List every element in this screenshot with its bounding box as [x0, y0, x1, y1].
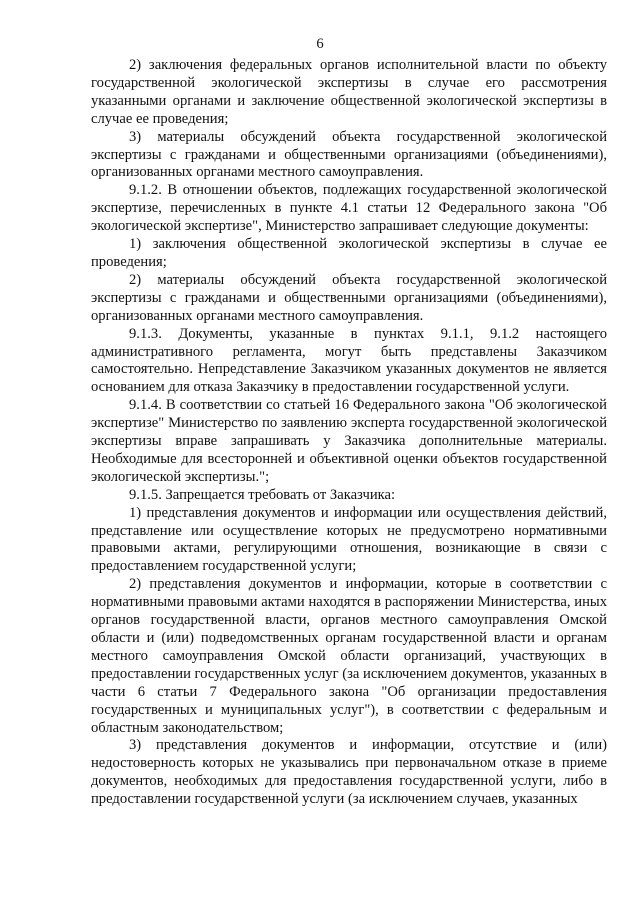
paragraph-9-1-2-item-1: 1) заключения общественной экологической экспертизы в случае ее проведения;	[91, 236, 607, 270]
paragraph-item-2-conclusions: 2) заключения федеральных органов исполнительной власти по объекту государственной экологической экспертизы в случае его рассмотрения указанными органами и заключение общественной экологической экспертизы в случае ее проведения;	[91, 57, 607, 127]
paragraph-section-9-1-4: 9.1.4. В соответствии со статьей 16 Федерального закона "Об экологической экспертизе" Министерство по заявлению эксперта государственной экологической экспертизы вправе запрашивать у Заказчика дополнительные материалы. Необходимые для всесторонней и объективной оценки объектов государственной экологической экспертизы.";	[91, 397, 607, 485]
paragraph-section-9-1-3: 9.1.3. Документы, указанные в пунктах 9.1.1, 9.1.2 настоящего административного регламента, могут быть представлены Заказчиком самостоятельно. Непредставление Заказчиком указанных документов не является основанием для отказа Заказчику в предоставлении государственной услуги.	[91, 325, 607, 396]
page-number: 6	[316, 36, 324, 52]
paragraph-9-1-5-item-3: 3) представления документов и информации, отсутствие и (или) недостоверность которых не указывались при первоначальном отказе в приеме документов, необходимых для предоставления государственной услуги, либо в предоставлении государственной услуги (за исключением случаев, указанных	[91, 737, 607, 808]
paragraph-9-1-5-item-1: 1) представления документов и информации или осуществления действий, представление или осуществление которых не предусмотрено нормативными правовыми актами, регулирующими отношения, возникающие в связи с предоставлением государственной услуги;	[91, 504, 607, 575]
paragraph-section-9-1-2: 9.1.2. В отношении объектов, подлежащих государственной экологической экспертизе, перечисленных в пункте 4.1 статьи 12 Федерального закона "Об экологической экспертизе", Министерство запрашивает следующие документы:	[91, 182, 607, 235]
paragraph-9-1-5-item-2: 2) представления документов и информации, которые в соответствии с нормативными правовыми актами находятся в распоряжении Министерства, иных органов государственной власти, органов местного самоуправления Омской области и (или) подведомственных органам государственной власти и органам местного самоуправления Омской области организаций, участвующих в предоставлении государственных услуг (за исключением документов, указанных в части 6 статьи 7 Федерального закона "Об организации предоставления государственных и муниципальных услуг"), в соответствии с федеральным и областным законодательством;	[91, 576, 607, 736]
paragraph-9-1-2-item-2: 2) материалы обсуждений объекта государственной экологической экспертизы с гражданами и общественными организациями (объединениями), организованных органами местного самоуправления.	[91, 271, 607, 324]
paragraph-item-3-materials: 3) материалы обсуждений объекта государственной экологической экспертизы с гражданами и общественными организациями (объединениями), организованных органами местного самоуправления.	[91, 128, 607, 181]
paragraph-section-9-1-5: 9.1.5. Запрещается требовать от Заказчика:	[129, 486, 396, 503]
document-body	[91, 57, 607, 809]
